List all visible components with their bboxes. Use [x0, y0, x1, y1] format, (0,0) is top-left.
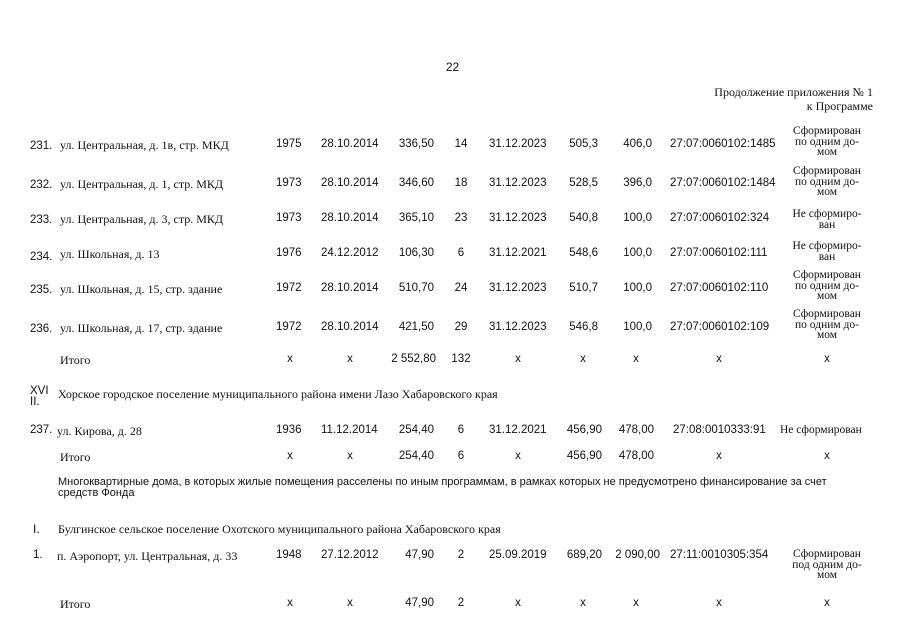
total-note: х	[824, 597, 830, 609]
row-value-1: 510,7	[569, 282, 598, 294]
row-date: 28.10.2014	[321, 177, 379, 189]
total-note: х	[824, 450, 830, 462]
row-year: 1972	[276, 282, 302, 294]
row-value-1: 548,6	[569, 247, 598, 259]
row-value-1: 528,5	[569, 177, 598, 189]
row-cadastral: 27:07:0060102:1485	[670, 138, 776, 150]
row-deadline: 31.12.2023	[489, 282, 547, 294]
row-area: 346,60	[398, 177, 434, 189]
caption-line-2: к Программе	[806, 99, 873, 113]
row-cadastral: 27:07:0060102:110	[670, 282, 769, 294]
row-value-1: 505,3	[569, 138, 598, 150]
row-area: 510,70	[398, 282, 434, 294]
row-value-2: 100,0	[623, 321, 652, 333]
row-address: ул. Центральная, д. 1, стр. МКД	[60, 177, 224, 191]
row-year: 1948	[276, 549, 302, 561]
row-number: 233.	[30, 214, 53, 226]
row-date: 28.10.2014	[321, 138, 379, 150]
total-value-1: х	[580, 597, 586, 609]
total-note: х	[824, 353, 830, 365]
row-value-2: 406,0	[623, 138, 652, 150]
row-deadline: 31.12.2021	[489, 424, 547, 436]
row-value-2: 478,00	[618, 424, 654, 436]
total-area: 254,40	[398, 450, 434, 462]
row-deadline: 31.12.2023	[489, 321, 547, 333]
appendix-caption	[714, 85, 873, 113]
total-area: 47,90	[405, 597, 434, 609]
row-deadline: 31.12.2023	[489, 177, 547, 189]
total-value-2: х	[633, 597, 639, 609]
row-note: Сформирован по одним до-мом	[793, 308, 861, 341]
caption-line-1: Продолжение приложения № 1	[714, 85, 873, 99]
section-title: Хорское городское поселение муниципального района имени Лазо Хабаровского края	[58, 387, 498, 401]
row-date: 28.10.2014	[321, 212, 379, 224]
row-people: 6	[457, 247, 465, 259]
row-people: 24	[454, 282, 468, 294]
row-value-2: 100,0	[623, 247, 652, 259]
row-people: 14	[454, 138, 468, 150]
row-year: 1973	[276, 212, 302, 224]
row-date: 28.10.2014	[321, 282, 379, 294]
total-people: 132	[451, 353, 471, 365]
total-value-2: 478,00	[618, 450, 654, 462]
row-address: п. Аэропорт, ул. Центральная, д. 33	[57, 549, 238, 563]
row-people: 23	[454, 212, 468, 224]
row-address: ул. Центральная, д. 1в, стр. МКД	[60, 138, 229, 152]
row-date: 11.12.2014	[321, 424, 378, 436]
row-address: ул. Школьная, д. 15, стр. здание	[60, 282, 223, 296]
row-people: 6	[457, 424, 465, 436]
row-value-1: 689,20	[566, 549, 602, 561]
row-note: Сформирован под одним до-мом	[792, 548, 862, 581]
row-cadastral: 27:07:0060102:109	[670, 321, 770, 333]
row-people: 29	[454, 321, 468, 333]
row-date: 28.10.2014	[321, 321, 379, 333]
row-area: 47,90	[405, 549, 434, 561]
row-cadastral: 27:08:0010333:91	[673, 424, 766, 436]
row-number: 234.	[30, 251, 53, 263]
section-title: Булгинское сельское поселение Охотского муниципального района Хабаровского края	[58, 522, 501, 536]
total-label: Итого	[60, 597, 91, 611]
row-year: 1936	[276, 424, 302, 436]
total-cadastral: х	[716, 450, 722, 462]
total-date: х	[347, 353, 353, 365]
row-number: 232.	[30, 179, 53, 191]
row-note: Сформирован по одним до-мом	[793, 125, 861, 158]
total-year: х	[287, 353, 293, 365]
total-value-2: х	[633, 353, 639, 365]
section-number: I.	[33, 522, 40, 536]
row-number: 231.	[30, 140, 53, 152]
row-deadline: 31.12.2021	[489, 247, 547, 259]
page-number: 22	[445, 60, 460, 74]
total-value-1: х	[580, 353, 586, 365]
section-number	[30, 386, 49, 408]
total-date: х	[347, 597, 353, 609]
row-people: 2	[457, 549, 465, 561]
section-number-line-2: II.	[30, 396, 40, 408]
total-year: х	[287, 597, 293, 609]
total-label: Итого	[60, 450, 91, 464]
row-cadastral: 27:07:0060102:111	[670, 247, 768, 259]
row-year: 1973	[276, 177, 302, 189]
row-cadastral: 27:07:0060102:1484	[670, 177, 776, 189]
row-year: 1976	[276, 247, 302, 259]
total-date: х	[347, 450, 353, 462]
row-address: ул. Школьная, д. 17, стр. здание	[60, 321, 223, 335]
row-date: 24.12.2012	[321, 247, 379, 259]
row-deadline: 31.12.2023	[489, 212, 547, 224]
row-year: 1975	[276, 138, 302, 150]
total-people: 2	[457, 597, 465, 609]
row-note: Не сформиро-ван	[792, 208, 862, 231]
total-deadline: х	[515, 450, 521, 462]
row-deadline: 25.09.2019	[489, 549, 547, 561]
row-address: ул. Школьная, д. 13	[60, 247, 160, 261]
total-deadline: х	[515, 597, 521, 609]
total-cadastral: х	[716, 353, 722, 365]
row-deadline: 31.12.2023	[489, 138, 547, 150]
row-address: ул. Кирова, д. 28	[57, 424, 142, 438]
total-people: 6	[457, 450, 465, 462]
total-deadline: х	[515, 353, 521, 365]
row-value-2: 100,0	[623, 212, 652, 224]
row-note: Сформирован по одним до-мом	[793, 165, 861, 198]
row-number: 236.	[30, 323, 53, 335]
row-note: Сформирован по одним до-мом	[793, 269, 861, 302]
row-value-1: 456,90	[566, 424, 602, 436]
row-number: 1.	[33, 549, 43, 561]
row-address: ул. Центральная, д. 3, стр. МКД	[60, 212, 224, 226]
row-area: 365,10	[398, 212, 434, 224]
row-value-2: 100,0	[623, 282, 652, 294]
row-note: Не сформиро-ван	[792, 240, 862, 263]
row-area: 336,50	[398, 138, 434, 150]
total-value-1: 456,90	[566, 450, 602, 462]
row-number: 235.	[30, 284, 53, 296]
total-year: х	[287, 450, 293, 462]
row-value-2: 396,0	[623, 177, 652, 189]
section-note-paragraph: Многоквартирные дома, в которых жилые помещения расселены по иным программам, в рамках которых не предусмотрено финансирование за счет средств Фонда	[58, 476, 827, 499]
row-cadastral: 27:07:0060102:324	[670, 212, 770, 224]
total-cadastral: х	[716, 597, 722, 609]
row-note: Не сформирован	[780, 424, 862, 436]
row-value-1: 546,8	[569, 321, 598, 333]
row-value-1: 540,8	[569, 212, 598, 224]
row-cadastral: 27:11:0010305:354	[670, 549, 769, 561]
row-area: 254,40	[398, 424, 434, 436]
total-area: 2 552,80	[391, 353, 436, 365]
row-year: 1972	[276, 321, 302, 333]
section-number-line-1: XVI	[30, 385, 49, 397]
row-value-2: 2 090,00	[615, 549, 660, 561]
row-people: 18	[454, 177, 468, 189]
row-date: 27.12.2012	[321, 549, 379, 561]
row-area: 106,30	[398, 247, 434, 259]
total-label: Итого	[60, 353, 91, 367]
row-area: 421,50	[398, 321, 434, 333]
row-number: 237.	[30, 424, 53, 436]
